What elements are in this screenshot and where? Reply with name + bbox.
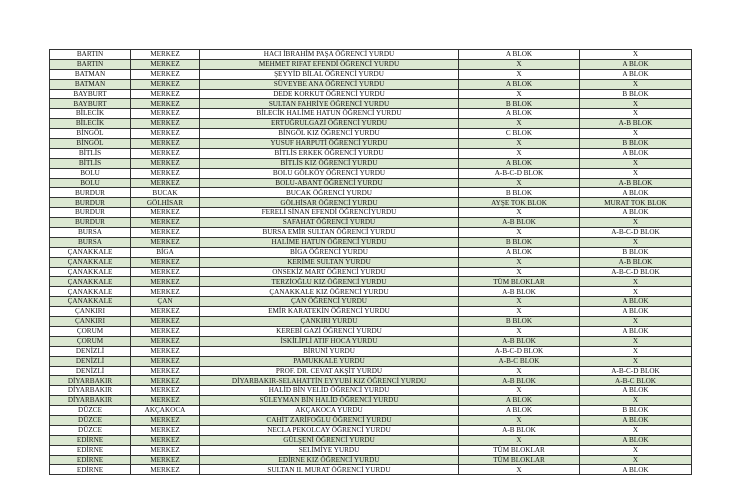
block-column-a-cell: X xyxy=(459,326,580,336)
table-row xyxy=(50,317,692,327)
dormitory-name-cell: FERELİ SİNAN EFENDİ ÖĞRENCİYURDU xyxy=(200,208,459,218)
province-cell: BURDUR xyxy=(50,218,131,228)
block-column-a-cell: A BLOK xyxy=(459,109,580,119)
district-cell: MERKEZ xyxy=(131,79,200,89)
district-cell: MERKEZ xyxy=(131,415,200,425)
dormitory-name-cell: ÇAN ÖĞRENCİ YURDU xyxy=(200,297,459,307)
dormitory-name-cell: HALİD BİN VELİD ÖĞRENCİ YURDU xyxy=(200,386,459,396)
dormitory-name-cell: ÇANAKKALE KIZ ÖĞRENCİ YURDU xyxy=(200,287,459,297)
dormitory-name-cell: MEHMET RIFAT EFENDİ ÖĞRENCİ YURDU xyxy=(200,59,459,69)
table-body xyxy=(50,50,692,475)
table-row xyxy=(50,287,692,297)
block-column-a-cell: A-B-C BLOK xyxy=(459,356,580,366)
block-column-a-cell: X xyxy=(459,366,580,376)
block-column-b-cell: X xyxy=(580,356,692,366)
block-column-b-cell: A BLOK xyxy=(580,297,692,307)
dormitory-name-cell: CAHİT ZARİFOĞLU ÖĞRENCİ YURDU xyxy=(200,415,459,425)
province-cell: ÇANKIRI xyxy=(50,317,131,327)
province-cell: DİYARBAKIR xyxy=(50,376,131,386)
province-cell: DENİZLİ xyxy=(50,366,131,376)
block-column-b-cell: X xyxy=(580,237,692,247)
block-column-a-cell: AYŞE TOK BLOK xyxy=(459,198,580,208)
block-column-a-cell: X xyxy=(459,257,580,267)
table-row xyxy=(50,376,692,386)
district-cell: MERKEZ xyxy=(131,346,200,356)
province-cell: BİNGÖL xyxy=(50,139,131,149)
table-row xyxy=(50,307,692,317)
dormitory-name-cell: EMİR KARATEKİN ÖĞRENCİ YURDU xyxy=(200,307,459,317)
table-row xyxy=(50,228,692,238)
block-column-b-cell: X xyxy=(580,79,692,89)
province-cell: DENİZLİ xyxy=(50,356,131,366)
district-cell: MERKEZ xyxy=(131,158,200,168)
province-cell: BİTLİS xyxy=(50,148,131,158)
table-row xyxy=(50,297,692,307)
block-column-b-cell: A BLOK xyxy=(580,326,692,336)
block-column-b-cell: B BLOK xyxy=(580,139,692,149)
table-row xyxy=(50,89,692,99)
block-column-b-cell: A BLOK xyxy=(580,69,692,79)
table-row xyxy=(50,158,692,168)
block-column-b-cell: X xyxy=(580,287,692,297)
dormitory-name-cell: KERİME SULTAN YURDU xyxy=(200,257,459,267)
block-column-b-cell: A-B-C-D BLOK xyxy=(580,366,692,376)
dormitory-name-cell: KEREBİ GAZİ ÖĞRENCİ YURDU xyxy=(200,326,459,336)
block-column-a-cell: X xyxy=(459,69,580,79)
table-row xyxy=(50,267,692,277)
dormitory-name-cell: BİGA ÖĞRENCİ YURDU xyxy=(200,247,459,257)
table-row xyxy=(50,178,692,188)
dormitory-name-cell: NECLA PEKOLCAY ÖĞRENCİ YURDU xyxy=(200,425,459,435)
block-column-a-cell: X xyxy=(459,415,580,425)
dormitory-name-cell: PROF. DR. CEVAT AKŞİT YURDU xyxy=(200,366,459,376)
block-column-b-cell: X xyxy=(580,109,692,119)
district-cell: MERKEZ xyxy=(131,257,200,267)
district-cell: GÖLHİSAR xyxy=(131,198,200,208)
dormitory-name-cell: ONSEKİZ MART ÖĞRENCİ YURDU xyxy=(200,267,459,277)
block-column-b-cell: A BLOK xyxy=(580,59,692,69)
table-row xyxy=(50,79,692,89)
province-cell: ÇANAKKALE xyxy=(50,287,131,297)
block-column-a-cell: A BLOK xyxy=(459,396,580,406)
block-column-a-cell: A-B BLOK xyxy=(459,218,580,228)
district-cell: MERKEZ xyxy=(131,139,200,149)
block-column-b-cell: X xyxy=(580,455,692,465)
dormitory-name-cell: BOLU GÖLKÖY ÖĞRENCİ YURDU xyxy=(200,168,459,178)
block-column-b-cell: B BLOK xyxy=(580,89,692,99)
district-cell: MERKEZ xyxy=(131,129,200,139)
table-row xyxy=(50,247,692,257)
district-cell: MERKEZ xyxy=(131,119,200,129)
province-cell: BURSA xyxy=(50,228,131,238)
dormitory-name-cell: BİTLİS KIZ ÖĞRENCİ YURDU xyxy=(200,158,459,168)
district-cell: MERKEZ xyxy=(131,396,200,406)
dormitory-name-cell: BUCAK ÖĞRENCİ YURDU xyxy=(200,188,459,198)
table-row xyxy=(50,386,692,396)
block-column-a-cell: TÜM BLOKLAR xyxy=(459,445,580,455)
district-cell: MERKEZ xyxy=(131,307,200,317)
province-cell: ÇORUM xyxy=(50,336,131,346)
district-cell: MERKEZ xyxy=(131,425,200,435)
table-row xyxy=(50,346,692,356)
block-column-b-cell: X xyxy=(580,99,692,109)
table-row xyxy=(50,188,692,198)
block-column-b-cell: MURAT TOK BLOK xyxy=(580,198,692,208)
block-column-b-cell: A-B BLOK xyxy=(580,119,692,129)
block-column-b-cell: A BLOK xyxy=(580,415,692,425)
dormitory-name-cell: SULTAN FAHRİYE ÖĞRENCİ YURDU xyxy=(200,99,459,109)
dormitory-name-cell: BURSA EMİR SULTAN ÖĞRENCİ YURDU xyxy=(200,228,459,238)
block-column-a-cell: X xyxy=(459,465,580,475)
block-column-b-cell: X xyxy=(580,168,692,178)
dormitory-name-cell: BİNGÖL KIZ ÖĞRENCİ YURDU xyxy=(200,129,459,139)
dormitory-name-cell: TERZİOĞLU KIZ ÖĞRENCİ YURDU xyxy=(200,277,459,287)
dormitory-name-cell: PAMUKKALE YURDU xyxy=(200,356,459,366)
block-column-b-cell: A-B-C-D BLOK xyxy=(580,267,692,277)
district-cell: MERKEZ xyxy=(131,237,200,247)
district-cell: MERKEZ xyxy=(131,376,200,386)
dormitory-name-cell: SÜLEYMAN BİN HALİD ÖĞRENCİ YURDU xyxy=(200,396,459,406)
dormitory-name-cell: BOLU-ABANT ÖĞRENCİ YURDU xyxy=(200,178,459,188)
district-cell: MERKEZ xyxy=(131,148,200,158)
province-cell: BURDUR xyxy=(50,198,131,208)
block-column-b-cell: A BLOK xyxy=(580,435,692,445)
district-cell: ÇAN xyxy=(131,297,200,307)
block-column-a-cell: A BLOK xyxy=(459,158,580,168)
district-cell: MERKEZ xyxy=(131,336,200,346)
block-column-a-cell: A-B-C-D BLOK xyxy=(459,346,580,356)
block-column-b-cell: X xyxy=(580,158,692,168)
table-row xyxy=(50,218,692,228)
province-cell: ÇANAKKALE xyxy=(50,277,131,287)
block-column-a-cell: A BLOK xyxy=(459,50,580,60)
dormitory-table-page xyxy=(49,49,691,475)
table-row xyxy=(50,69,692,79)
province-cell: EDİRNE xyxy=(50,455,131,465)
block-column-a-cell: X xyxy=(459,148,580,158)
province-cell: ÇANAKKALE xyxy=(50,247,131,257)
dormitory-name-cell: GÖLHİSAR ÖĞRENCİ YURDU xyxy=(200,198,459,208)
province-cell: BAYBURT xyxy=(50,89,131,99)
table-row xyxy=(50,356,692,366)
district-cell: MERKEZ xyxy=(131,89,200,99)
block-column-b-cell: A-B-C-D BLOK xyxy=(580,228,692,238)
district-cell: MERKEZ xyxy=(131,59,200,69)
block-column-a-cell: B BLOK xyxy=(459,188,580,198)
province-cell: DİYARBAKIR xyxy=(50,396,131,406)
dormitory-name-cell: EDİRNE KIZ ÖĞRENCİ YURDU xyxy=(200,455,459,465)
district-cell: MERKEZ xyxy=(131,50,200,60)
dormitory-name-cell: SELİMİYE YURDU xyxy=(200,445,459,455)
province-cell: BOLU xyxy=(50,168,131,178)
table-row xyxy=(50,465,692,475)
block-column-b-cell: X xyxy=(580,425,692,435)
province-cell: BATMAN xyxy=(50,69,131,79)
district-cell: MERKEZ xyxy=(131,218,200,228)
dormitory-name-cell: BİLECİK HALİME HATUN ÖĞRENCİ YURDU xyxy=(200,109,459,119)
district-cell: MERKEZ xyxy=(131,356,200,366)
province-cell: ÇANAKKALE xyxy=(50,297,131,307)
province-cell: DÜZCE xyxy=(50,425,131,435)
district-cell: MERKEZ xyxy=(131,277,200,287)
dormitory-name-cell: SAFAHAT ÖĞRENCİ YURDU xyxy=(200,218,459,228)
province-cell: ÇANAKKALE xyxy=(50,267,131,277)
block-column-b-cell: B BLOK xyxy=(580,247,692,257)
dormitory-name-cell: ÇANKIRI YURDU xyxy=(200,317,459,327)
block-column-b-cell: X xyxy=(580,317,692,327)
block-column-a-cell: B BLOK xyxy=(459,237,580,247)
district-cell: MERKEZ xyxy=(131,435,200,445)
province-cell: BURSA xyxy=(50,237,131,247)
table-row xyxy=(50,326,692,336)
block-column-b-cell: A BLOK xyxy=(580,465,692,475)
table-row xyxy=(50,59,692,69)
province-cell: DİYARBAKIR xyxy=(50,386,131,396)
block-column-b-cell: A BLOK xyxy=(580,386,692,396)
block-column-a-cell: X xyxy=(459,386,580,396)
dormitory-name-cell: HACI İBRAHİM PAŞA ÖĞRENCİ YURDU xyxy=(200,50,459,60)
province-cell: BURDUR xyxy=(50,208,131,218)
block-column-a-cell: A-B BLOK xyxy=(459,336,580,346)
table-row xyxy=(50,425,692,435)
province-cell: BAYBURT xyxy=(50,99,131,109)
table-row xyxy=(50,99,692,109)
block-column-b-cell: A-B BLOK xyxy=(580,178,692,188)
district-cell: BUCAK xyxy=(131,188,200,198)
table-row xyxy=(50,237,692,247)
dormitory-name-cell: DEDE KORKUT ÖĞRENCİ YURDU xyxy=(200,89,459,99)
block-column-b-cell: A BLOK xyxy=(580,148,692,158)
block-column-b-cell: X xyxy=(580,218,692,228)
province-cell: EDİRNE xyxy=(50,435,131,445)
block-column-b-cell: A BLOK xyxy=(580,307,692,317)
table-row xyxy=(50,406,692,416)
dormitory-name-cell: GÜLŞENİ ÖĞRENCİ YURDU xyxy=(200,435,459,445)
province-cell: BARTIN xyxy=(50,59,131,69)
block-column-a-cell: A-B BLOK xyxy=(459,425,580,435)
province-cell: EDİRNE xyxy=(50,445,131,455)
district-cell: MERKEZ xyxy=(131,386,200,396)
province-cell: BİLECİK xyxy=(50,119,131,129)
dormitory-name-cell: ERTUĞRULGAZİ ÖĞRENCİ YURDU xyxy=(200,119,459,129)
dormitory-name-cell: BİTLİS ERKEK ÖĞRENCİ YURDU xyxy=(200,148,459,158)
dormitory-name-cell: DİYARBAKIR-SELAHATTİN EYYUBİ KIZ ÖĞRENCİ YURDU xyxy=(200,376,459,386)
district-cell: MERKEZ xyxy=(131,366,200,376)
block-column-a-cell: B BLOK xyxy=(459,317,580,327)
dormitory-table xyxy=(49,49,692,475)
province-cell: BİTLİS xyxy=(50,158,131,168)
province-cell: BATMAN xyxy=(50,79,131,89)
district-cell: MERKEZ xyxy=(131,445,200,455)
block-column-a-cell: TÜM BLOKLAR xyxy=(459,277,580,287)
table-row xyxy=(50,198,692,208)
table-row xyxy=(50,415,692,425)
dormitory-name-cell: SÜVEYBE ANA ÖĞRENCİ YURDU xyxy=(200,79,459,89)
table-row xyxy=(50,50,692,60)
block-column-b-cell: A BLOK xyxy=(580,188,692,198)
province-cell: BİNGÖL xyxy=(50,129,131,139)
province-cell: DÜZCE xyxy=(50,415,131,425)
dormitory-name-cell: YUSUF HARPUTİ ÖĞRENCİ YURDU xyxy=(200,139,459,149)
table-row xyxy=(50,109,692,119)
block-column-b-cell: X xyxy=(580,50,692,60)
table-row xyxy=(50,366,692,376)
block-column-a-cell: X xyxy=(459,119,580,129)
district-cell: MERKEZ xyxy=(131,317,200,327)
district-cell: MERKEZ xyxy=(131,178,200,188)
district-cell: MERKEZ xyxy=(131,455,200,465)
block-column-b-cell: X xyxy=(580,445,692,455)
block-column-a-cell: X xyxy=(459,59,580,69)
block-column-a-cell: A-B BLOK xyxy=(459,287,580,297)
block-column-a-cell: X xyxy=(459,435,580,445)
province-cell: ÇORUM xyxy=(50,326,131,336)
block-column-a-cell: A-B-C-D BLOK xyxy=(459,168,580,178)
province-cell: BARTIN xyxy=(50,50,131,60)
district-cell: MERKEZ xyxy=(131,326,200,336)
block-column-a-cell: X xyxy=(459,139,580,149)
dormitory-name-cell: İSKİLİPLİ ATIF HOCA YURDU xyxy=(200,336,459,346)
block-column-a-cell: TÜM BLOKLAR xyxy=(459,455,580,465)
district-cell: MERKEZ xyxy=(131,465,200,475)
table-row xyxy=(50,435,692,445)
block-column-a-cell: X xyxy=(459,228,580,238)
district-cell: MERKEZ xyxy=(131,287,200,297)
table-row xyxy=(50,168,692,178)
block-column-a-cell: B BLOK xyxy=(459,99,580,109)
block-column-a-cell: A-B BLOK xyxy=(459,376,580,386)
province-cell: BURDUR xyxy=(50,188,131,198)
table-row xyxy=(50,257,692,267)
block-column-a-cell: X xyxy=(459,178,580,188)
table-row xyxy=(50,455,692,465)
table-row xyxy=(50,148,692,158)
block-column-a-cell: X xyxy=(459,89,580,99)
block-column-a-cell: C BLOK xyxy=(459,129,580,139)
table-row xyxy=(50,119,692,129)
district-cell: MERKEZ xyxy=(131,109,200,119)
block-column-a-cell: X xyxy=(459,208,580,218)
district-cell: BİGA xyxy=(131,247,200,257)
table-row xyxy=(50,277,692,287)
district-cell: AKÇAKOCA xyxy=(131,406,200,416)
block-column-a-cell: A BLOK xyxy=(459,79,580,89)
block-column-b-cell: X xyxy=(580,277,692,287)
dormitory-name-cell: BİRUNİ YURDU xyxy=(200,346,459,356)
district-cell: MERKEZ xyxy=(131,208,200,218)
block-column-b-cell: A BLOK xyxy=(580,208,692,218)
province-cell: DÜZCE xyxy=(50,406,131,416)
province-cell: EDİRNE xyxy=(50,465,131,475)
block-column-a-cell: X xyxy=(459,297,580,307)
province-cell: ÇANKIRI xyxy=(50,307,131,317)
dormitory-name-cell: AKÇAKOCA YURDU xyxy=(200,406,459,416)
table-row xyxy=(50,336,692,346)
block-column-a-cell: X xyxy=(459,267,580,277)
district-cell: MERKEZ xyxy=(131,168,200,178)
district-cell: MERKEZ xyxy=(131,267,200,277)
table-row xyxy=(50,445,692,455)
block-column-b-cell: X xyxy=(580,396,692,406)
block-column-b-cell: X xyxy=(580,336,692,346)
dormitory-name-cell: HALİME HATUN ÖĞRENCİ YURDU xyxy=(200,237,459,247)
block-column-b-cell: A-B-C BLOK xyxy=(580,376,692,386)
block-column-a-cell: X xyxy=(459,307,580,317)
province-cell: BİLECİK xyxy=(50,109,131,119)
district-cell: MERKEZ xyxy=(131,228,200,238)
table-row xyxy=(50,208,692,218)
block-column-b-cell: X xyxy=(580,346,692,356)
dormitory-name-cell: ŞEYYİD BİLAL ÖĞRENCİ YURDU xyxy=(200,69,459,79)
district-cell: MERKEZ xyxy=(131,69,200,79)
dormitory-name-cell: SULTAN II. MURAT ÖĞRENCİ YURDU xyxy=(200,465,459,475)
block-column-b-cell: X xyxy=(580,129,692,139)
province-cell: BOLU xyxy=(50,178,131,188)
district-cell: MERKEZ xyxy=(131,99,200,109)
block-column-b-cell: B BLOK xyxy=(580,406,692,416)
block-column-b-cell: A-B BLOK xyxy=(580,257,692,267)
block-column-a-cell: A BLOK xyxy=(459,247,580,257)
province-cell: DENİZLİ xyxy=(50,346,131,356)
table-row xyxy=(50,139,692,149)
province-cell: ÇANAKKALE xyxy=(50,257,131,267)
block-column-a-cell: A BLOK xyxy=(459,406,580,416)
table-row xyxy=(50,129,692,139)
table-row xyxy=(50,396,692,406)
